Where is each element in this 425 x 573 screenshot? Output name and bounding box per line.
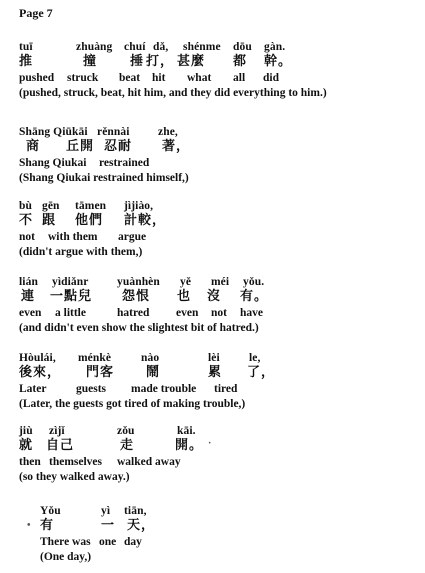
translation-line (0, 397, 425, 412)
hanzi-word: 忍耐 (104, 139, 133, 154)
gloss-word: all (233, 72, 246, 84)
gloss-word: made trouble (131, 383, 197, 395)
hanzi-word: 跟 (42, 213, 57, 228)
pinyin-line (0, 275, 425, 290)
stray-dot-mark: · (208, 438, 212, 449)
gloss-line (0, 156, 425, 171)
gloss-word: guests (76, 383, 107, 395)
translation-text: (Later, the guests got tired of making trouble,) (19, 398, 246, 410)
hanzi-line (0, 366, 425, 381)
translation-text: (so they walked away.) (19, 471, 130, 483)
gloss-word: There was (40, 536, 91, 548)
gloss-word: beat (119, 72, 141, 84)
hanzi-word: 一 (101, 518, 116, 533)
translation-line (0, 321, 425, 336)
gloss-word: day (124, 536, 142, 548)
pinyin-word: tiān, (124, 505, 147, 517)
hanzi-word: 怨恨 (122, 289, 151, 304)
hanzi-word: 了， (247, 365, 276, 380)
gloss-word: even (19, 307, 42, 319)
gloss-word: restrained (99, 157, 150, 169)
translation-line (0, 470, 425, 485)
gloss-line (0, 71, 425, 86)
gloss-word: not (211, 307, 227, 319)
gloss-word: walked away (117, 456, 181, 468)
hanzi-line (0, 55, 425, 70)
pinyin-word: zìjǐ (49, 425, 65, 437)
pinyin-word: zǒu (117, 425, 135, 437)
hanzi-word: 開。 (175, 438, 204, 453)
pinyin-word: shénme (183, 41, 221, 53)
pinyin-word: zhe, (158, 126, 178, 138)
translation-text: (Shang Qiukai restrained himself,) (19, 172, 189, 184)
gloss-line (0, 230, 425, 245)
gloss-word: then (19, 456, 41, 468)
pinyin-line (0, 351, 425, 366)
gloss-word: struck (67, 72, 99, 84)
hanzi-word: 有。 (240, 289, 269, 304)
pinyin-word: tāmen (75, 200, 107, 212)
hanzi-word: 累 (208, 365, 223, 380)
gloss-word: a little (55, 307, 86, 319)
hanzi-word: 沒 (207, 289, 222, 304)
hanzi-word: 也 (177, 289, 192, 304)
pinyin-line (0, 424, 425, 439)
hanzi-line (0, 290, 425, 305)
hanzi-line (0, 140, 425, 155)
pinyin-word: yě (180, 276, 192, 288)
page-label: Page 7 (19, 6, 53, 20)
pinyin-word: bù (19, 200, 32, 212)
hanzi-word: 捶 (130, 54, 145, 69)
hanzi-word: 計較， (124, 213, 167, 228)
hanzi-word: 有 (40, 518, 55, 533)
translation-text: (pushed, struck, beat, hit him, and they did everything to him.) (19, 87, 327, 99)
pinyin-word: dǎ, (153, 41, 169, 53)
pinyin-word: chuí (124, 41, 146, 53)
hanzi-word: 鬧 (146, 365, 161, 380)
translation-line (0, 86, 425, 101)
pinyin-word: ménkè (78, 352, 112, 364)
gloss-word: even (176, 307, 199, 319)
pinyin-word: gàn. (264, 41, 286, 53)
pinyin-word: Yǒu (40, 505, 61, 517)
translation-text: (One day,) (40, 551, 92, 563)
hanzi-word: 甚麼 (177, 54, 206, 69)
pinyin-word: yìdiǎnr (52, 276, 89, 288)
pinyin-word: gēn (42, 200, 60, 212)
stray-dot-mark: • (27, 520, 31, 531)
pinyin-word: dōu (233, 41, 252, 53)
gloss-line (0, 455, 425, 470)
translation-line (0, 245, 425, 260)
hanzi-line (0, 519, 425, 534)
gloss-word: themselves (49, 456, 103, 468)
gloss-word: pushed (19, 72, 55, 84)
hanzi-word: 推 (19, 54, 34, 69)
pinyin-word: jiù (19, 425, 33, 437)
hanzi-word: 撞 (83, 54, 98, 69)
hanzi-word: 後來， (19, 365, 62, 380)
translation-text: (didn't argue with them,) (19, 246, 143, 258)
gloss-word: Later (19, 383, 47, 395)
gloss-word: hit (152, 72, 166, 84)
gloss-word: Shang Qiukai (19, 157, 87, 169)
hanzi-word: 丘開 (66, 139, 95, 154)
pinyin-line (0, 199, 425, 214)
gloss-line (0, 306, 425, 321)
gloss-word: one (99, 536, 117, 548)
pinyin-word: yuànhèn (117, 276, 160, 288)
gloss-word: what (187, 72, 212, 84)
hanzi-line (0, 214, 425, 229)
hanzi-word: 走 (120, 438, 135, 453)
gloss-word: tired (214, 383, 238, 395)
hanzi-word: 天， (127, 518, 156, 533)
hanzi-word: 幹。 (264, 54, 293, 69)
pinyin-word: rěnnài (97, 126, 130, 138)
hanzi-word: 自己 (46, 438, 75, 453)
pinyin-word: Shāng Qiūkāi (19, 126, 88, 138)
pinyin-line (0, 504, 425, 519)
pinyin-line (0, 125, 425, 140)
gloss-word: hatred (117, 307, 150, 319)
hanzi-word: 打， (146, 54, 175, 69)
hanzi-word: 都 (233, 54, 248, 69)
pinyin-word: yì (101, 505, 111, 517)
pinyin-word: Hòulái, (19, 352, 56, 364)
gloss-line (0, 382, 425, 397)
hanzi-word: 商 (26, 139, 41, 154)
gloss-word: not (19, 231, 35, 243)
translation-text: (and didn't even show the slightest bit of hatred.) (19, 322, 259, 334)
gloss-word: argue (118, 231, 147, 243)
gloss-word: did (263, 72, 279, 84)
pinyin-word: jìjiào, (124, 200, 154, 212)
pinyin-word: nào (141, 352, 160, 364)
hanzi-word: 就 (19, 438, 34, 453)
pinyin-word: zhuàng (76, 41, 113, 53)
pinyin-word: kāi. (177, 425, 196, 437)
hanzi-word: 他們 (75, 213, 104, 228)
pinyin-word: méi (211, 276, 230, 288)
hanzi-word: 連 (21, 289, 36, 304)
hanzi-word: 著， (162, 139, 191, 154)
gloss-word: have (240, 307, 263, 319)
translation-line (0, 550, 425, 565)
hanzi-word: 不 (19, 213, 34, 228)
pinyin-word: lián (19, 276, 38, 288)
gloss-line (0, 535, 425, 550)
pinyin-line (0, 40, 425, 55)
pinyin-word: lèi (208, 352, 220, 364)
pinyin-word: le, (249, 352, 261, 364)
hanzi-line (0, 439, 425, 454)
gloss-word: with them (48, 231, 98, 243)
hanzi-word: 一點兒 (50, 289, 93, 304)
hanzi-word: 門客 (86, 365, 115, 380)
pinyin-word: yǒu. (243, 276, 265, 288)
pinyin-word: tuī (19, 41, 33, 53)
translation-line (0, 171, 425, 186)
